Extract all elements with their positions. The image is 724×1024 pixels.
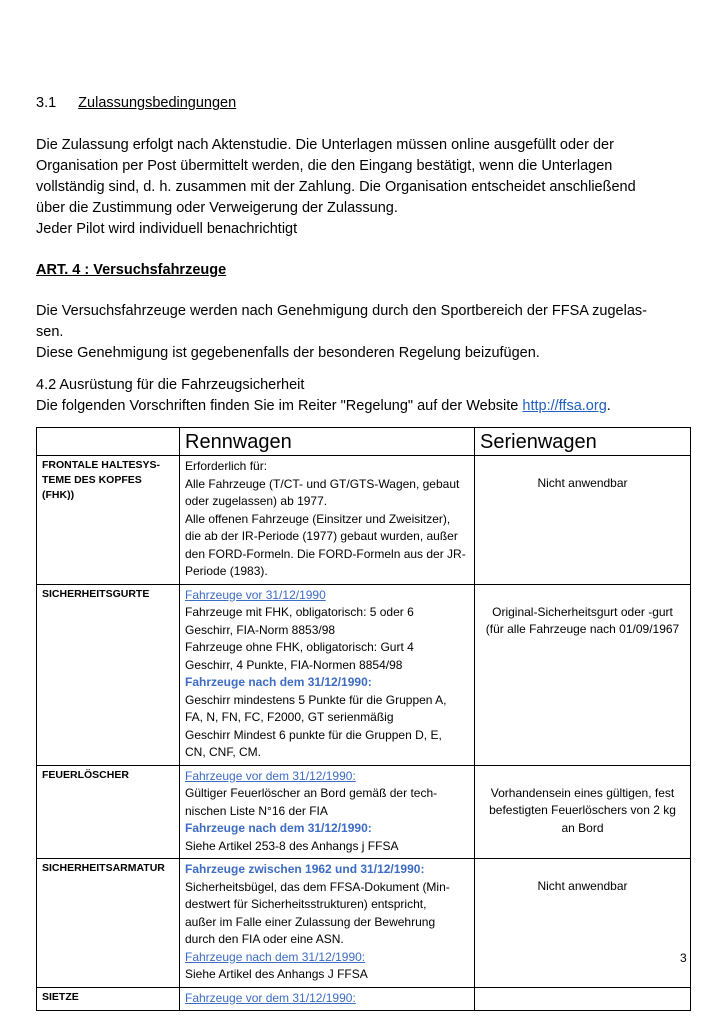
section-heading bbox=[36, 93, 692, 114]
series-rule-line: (für alle Fahrzeuge nach 01/09/1967 bbox=[485, 622, 680, 636]
series-car-rule-cell bbox=[475, 584, 691, 765]
ffsa-link[interactable]: http://ffsa.org bbox=[522, 398, 607, 414]
series-car-rule-cell bbox=[475, 456, 691, 585]
race-car-rule-cell bbox=[180, 987, 475, 1011]
paragraph-line: Diese Genehmigung ist gegebenenfalls der besonderen Regelung beizufügen. bbox=[36, 345, 540, 361]
rule-text-line: Siehe Artikel 253-8 des Anhangs j FFSA bbox=[185, 838, 399, 853]
equipment-label: SIETZE bbox=[42, 990, 79, 1003]
equipment-label: SICHERHEITSGURTE bbox=[42, 587, 150, 600]
series-rule-line: Vorhandensein eines gültigen, fest bbox=[490, 785, 675, 800]
subsection-title: 4.2 Ausrüstung für die Fahrzeugsicherheit bbox=[36, 377, 305, 393]
header-empty-cell bbox=[37, 428, 180, 456]
equipment-label-cell bbox=[37, 859, 180, 988]
series-rule-line: an Bord bbox=[561, 820, 604, 835]
page-number: 3 bbox=[680, 951, 687, 965]
rule-text-line: Sicherheitsbügel, das dem FFSA-Dokument (Min- bbox=[185, 879, 450, 894]
race-car-rule-cell bbox=[180, 765, 475, 859]
rule-text-line: Periode (1983). bbox=[185, 564, 268, 578]
paragraph-line: über die Zustimmung oder Verweigerung der Zulassung. bbox=[36, 200, 398, 216]
rule-period-heading: Fahrzeuge nach dem 31/12/1990: bbox=[185, 675, 372, 689]
reference-text: Die folgenden Vorschriften finden Sie im Reiter "Regelung" auf der Website bbox=[36, 398, 523, 414]
subsection-4-2 bbox=[36, 375, 692, 417]
header-series-cars: Serienwagen bbox=[475, 428, 691, 456]
series-car-rule-cell bbox=[475, 859, 691, 988]
rule-text-line: Geschirr Mindest 6 punkte für die Gruppen D, E, bbox=[185, 727, 442, 742]
rule-text-line: CN, CNF, CM. bbox=[185, 745, 261, 759]
rule-period-heading: Fahrzeuge nach dem 31/12/1990: bbox=[185, 949, 366, 964]
paragraph-line: Organisation per Post übermittelt werden, die den Eingang bestätigt, wenn die Unterlagen bbox=[36, 158, 613, 174]
equipment-label: FRONTALE HALTESYS- bbox=[42, 459, 161, 471]
rule-text-line: nischen Liste N°16 der FIA bbox=[185, 803, 328, 818]
rule-period-heading: Fahrzeuge vor 31/12/1990 bbox=[185, 587, 326, 602]
paragraph-line: Jeder Pilot wird individuell benachrichtigt bbox=[36, 221, 298, 237]
rule-text-line: destwert für Sicherheitsstrukturen) entspricht, bbox=[185, 897, 427, 911]
series-rule-line: Nicht anwendbar bbox=[537, 879, 628, 893]
series-rule-line: befestigten Feuerlöschers von 2 kg bbox=[489, 803, 676, 817]
series-car-rule-cell bbox=[475, 765, 691, 859]
article-heading: ART. 4 : Versuchsfahrzeuge bbox=[36, 262, 227, 278]
table-row bbox=[37, 987, 691, 1011]
equipment-label-cell bbox=[37, 584, 180, 765]
rule-text-line: durch den FIA oder eine ASN. bbox=[185, 932, 344, 946]
paragraph-line: Die Zulassung erfolgt nach Aktenstudie. Die Unterlagen müssen online ausgefüllt oder der bbox=[36, 137, 614, 153]
rule-period-heading: Fahrzeuge nach dem 31/12/1990: bbox=[185, 821, 372, 835]
section-title: Zulassungsbedingungen bbox=[78, 95, 237, 111]
rule-text-line: Alle offenen Fahrzeuge (Einsitzer und Zweisitzer), bbox=[185, 511, 451, 526]
rule-text-line: oder zugelassen) ab 1977. bbox=[185, 494, 328, 508]
equipment-label-cell bbox=[37, 456, 180, 585]
rule-text-line: außer im Falle einer Zulassung der Bewehrung bbox=[185, 914, 436, 929]
rule-period-heading: Fahrzeuge vor dem 31/12/1990: bbox=[185, 990, 356, 1005]
header-race-cars: Rennwagen bbox=[180, 428, 475, 456]
rule-text-line: Fahrzeuge ohne FHK, obligatorisch: Gurt 4 bbox=[185, 640, 414, 654]
paragraph-line: sen. bbox=[36, 324, 64, 340]
rule-text-line: Alle Fahrzeuge (T/CT- und GT/GTS-Wagen, gebaut bbox=[185, 476, 460, 491]
rule-text-line: Siehe Artikel des Anhangs J FFSA bbox=[185, 967, 368, 981]
paragraph-line: vollständig sind, d. h. zusammen mit der Zahlung. Die Organisation entscheidet anschließend bbox=[36, 179, 636, 195]
equipment-label: FEUERLÖSCHER bbox=[42, 768, 129, 781]
race-car-rule-cell bbox=[180, 456, 475, 585]
equipment-label-cell bbox=[37, 765, 180, 859]
table-header-row bbox=[37, 428, 691, 456]
table-row bbox=[37, 859, 691, 988]
rule-text-line: die ab der IR-Periode (1977) gebaut wurden, außer bbox=[185, 529, 458, 543]
test-vehicles-paragraph bbox=[36, 301, 692, 364]
race-car-rule-cell bbox=[180, 584, 475, 765]
rule-text-line: Geschirr mindestens 5 Punkte für die Gruppen A, bbox=[185, 692, 447, 707]
rule-period-heading: Fahrzeuge vor dem 31/12/1990: bbox=[185, 768, 356, 783]
rule-text-line: Erforderlich für: bbox=[185, 459, 268, 473]
rule-text-line: Gültiger Feuerlöscher an Bord gemäß der tech- bbox=[185, 786, 438, 800]
safety-equipment-table bbox=[36, 427, 691, 1011]
table-row bbox=[37, 765, 691, 859]
admission-paragraph bbox=[36, 135, 692, 240]
race-car-rule-cell bbox=[180, 859, 475, 988]
series-car-rule-cell bbox=[475, 987, 691, 1011]
equipment-label: SICHERHEITSARMATUR bbox=[42, 862, 165, 874]
rule-text-line: Fahrzeuge mit FHK, obligatorisch: 5 oder 6 bbox=[185, 605, 414, 619]
series-rule-line: Nicht anwendbar bbox=[537, 476, 628, 490]
rule-text-line: FA, N, FN, FC, F2000, GT serienmäßig bbox=[185, 710, 394, 724]
rule-text-line: Geschirr, FIA-Norm 8853/98 bbox=[185, 622, 336, 637]
equipment-label: TEME DES KOPFES (FHK)) bbox=[42, 474, 142, 501]
series-rule-line: Original-Sicherheitsgurt oder -gurt bbox=[492, 604, 673, 619]
reference-end: . bbox=[606, 398, 611, 414]
table-row bbox=[37, 584, 691, 765]
rule-text-line: Geschirr, 4 Punkte, FIA-Normen 8854/98 bbox=[185, 657, 403, 672]
rule-period-heading: Fahrzeuge zwischen 1962 und 31/12/1990: bbox=[185, 862, 425, 876]
table-row bbox=[37, 456, 691, 585]
paragraph-line: Die Versuchsfahrzeuge werden nach Genehmigung durch den Sportbereich der FFSA zugelas- bbox=[36, 303, 647, 319]
section-number: 3.1 bbox=[36, 95, 57, 111]
rule-text-line: den FORD-Formeln. Die FORD-Formeln aus der JR- bbox=[185, 546, 466, 561]
subsection-text bbox=[36, 396, 692, 417]
equipment-label-cell bbox=[37, 987, 180, 1011]
